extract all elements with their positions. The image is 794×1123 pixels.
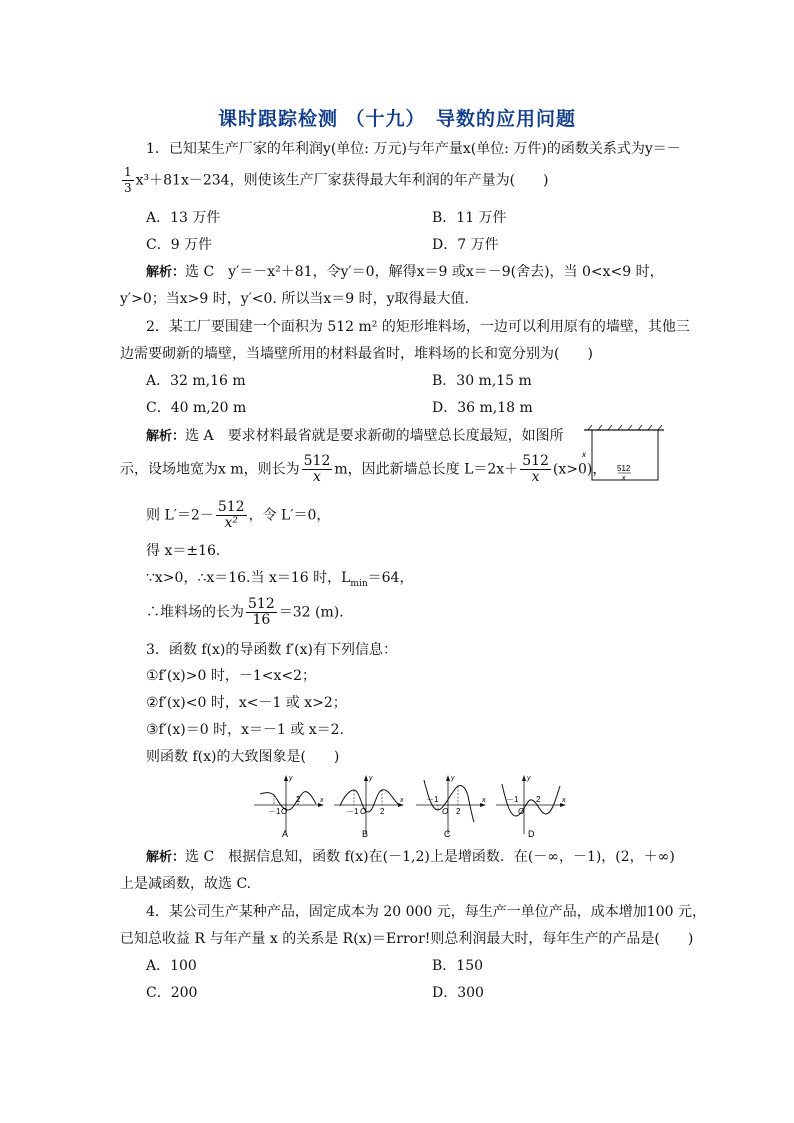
q1-option-d: D．7 万件: [432, 237, 499, 253]
q1-option-a: A．13 万件: [146, 210, 221, 226]
q3-solution-line1: [146, 848, 675, 867]
q3-ask: 则函数 f(x)的大致图象是( ): [146, 749, 340, 765]
q2-solution-line3: [146, 500, 330, 531]
q1-stem-rest: x³＋81x－234，则使该生产厂家获得最大年利润的年产量为( ): [135, 172, 549, 189]
graph-b-label: B: [362, 829, 369, 839]
q2-solution-text6b: ＝32 (m).: [278, 604, 344, 621]
page-title: 课时跟踪检测 （十九） 导数的应用问题: [217, 108, 577, 130]
q2-solution-text5-end: ＝64，: [367, 570, 414, 586]
figure-area-label: 512: [617, 464, 631, 473]
q4-option-b: B．150: [432, 958, 484, 974]
q2-solution-text6a: ∴堆料场的长为: [146, 604, 244, 621]
q2-solution-line2: [120, 454, 606, 485]
graph-a-label: A: [282, 829, 289, 839]
q1-solution-label: 解析：: [146, 265, 186, 280]
graph-c-y-label: y: [451, 775, 455, 782]
q2-frac2-den: x: [531, 469, 540, 485]
graph-c-tick-2: 2: [456, 807, 461, 816]
q3-solution-text1: 选 C 根据信息知，函数 f(x)在(－1,2)上是增函数．在(－∞，－1)，(2，＋∞): [185, 849, 675, 865]
graph-a-x-label: x: [320, 797, 324, 804]
graph-b-tick-neg1: －1: [346, 807, 359, 816]
graph-a-tick-neg1: －1: [268, 807, 281, 816]
q2-frac3-num: 512: [217, 499, 245, 515]
graph-a-y-label: y: [289, 775, 293, 782]
q2-solution-text5: ∵x>0，∴x＝16.当 x＝16 时，L: [146, 570, 351, 586]
q1-option-c: C．9 万件: [146, 237, 213, 253]
graph-d-origin: O: [518, 807, 525, 816]
q2-solution-sub: min: [350, 578, 368, 589]
q2-solution-line5: [146, 569, 413, 593]
graph-b-y-label: y: [369, 775, 373, 782]
q4-option-c: C．200: [146, 985, 198, 1001]
q1-solution-text1: 选 C y′＝－x²＋81，令y′＝0，解得x＝9 或x＝－9(舍去)，当 0<x<9 时，: [185, 264, 664, 280]
q2-solution-text2a: 示，设场地宽为x m，则长为: [120, 461, 300, 478]
graph-a-origin: O: [281, 807, 288, 816]
q2-frac1-num: 512: [303, 453, 331, 469]
graph-b-origin: O: [360, 807, 367, 816]
q2-frac1-den: x: [313, 469, 321, 485]
figure-side-label: x: [582, 450, 586, 459]
q3-info-2: ②f′(x)<0 时，x<－1 或 x>2；: [146, 695, 347, 711]
graph-d: [494, 772, 568, 840]
q2-solution-text1: 选 A 要求材料最省就是要求新砌的墙壁总长度最短，如图所: [185, 428, 564, 444]
q2-solution-line6: [146, 597, 344, 628]
q4-option-a: A．100: [146, 958, 197, 974]
q2-stem-line1: 2．某工厂要围建一个面积为 512 m² 的矩形堆料场，一边可以利用原有的墙壁，其他三: [146, 319, 690, 335]
q2-frac3-den: x²: [224, 515, 238, 531]
q1-stem-line1: 1．已知某生产厂家的年利润y(单位: 万元)与年产量x(单位: 万件)的函数关系式为y＝－: [146, 141, 681, 157]
graph-c-label: C: [444, 829, 451, 839]
q3-solution-label: 解析：: [146, 850, 186, 865]
q2-solution-line1: [146, 427, 564, 446]
q2-frac2-num: 512: [522, 453, 549, 469]
q3-info-1: ①f′(x)>0 时，－1<x<2；: [146, 668, 316, 684]
q2-stem-line2: 边需要砌新的墙壁，当墙壁所用的材料最省时，堆料场的长和宽分别为( ): [120, 346, 593, 362]
q2-frac4-den: 16: [252, 612, 271, 628]
q3-solution-line2: 上是减函数，故选 C.: [120, 876, 252, 892]
graph-a-tick-2: 2: [296, 795, 301, 804]
q2-frac4-num: 512: [248, 596, 275, 612]
graph-c-x-label: x: [482, 797, 486, 804]
q2-solution-line4: 得 x＝±16.: [146, 543, 221, 559]
q1-frac-num: 1: [124, 165, 132, 179]
q2-wall-figure: [578, 424, 670, 486]
q2-option-b: B．30 m,15 m: [432, 373, 532, 389]
graph-b-x-label: x: [400, 797, 404, 804]
graph-b: [332, 772, 406, 840]
q1-stem-line2: [120, 165, 549, 196]
q2-solution-label: 解析：: [146, 429, 186, 444]
q1-solution-line2: y′>0；当x>9 时，y′<0. 所以当x＝9 时，y取得最大值.: [120, 291, 469, 307]
q1-frac-den: 3: [124, 181, 132, 195]
q2-solution-text2b: m，因此新墙总长度 L＝2x＋: [334, 461, 519, 478]
graph-a: [252, 772, 326, 840]
q2-solution-text2c: (x>0)，: [552, 461, 607, 478]
q2-solution-text3a: 则 L′＝2－: [146, 507, 214, 524]
q1-option-b: B．11 万件: [432, 210, 507, 226]
q2-option-d: D．36 m,18 m: [432, 400, 533, 416]
figure-bottom-label: x: [622, 475, 626, 482]
graph-d-y-label: y: [527, 775, 531, 782]
q3-stem: 3．函数 f(x)的导函数 f′(x)有下列信息：: [146, 642, 397, 658]
q2-option-c: C．40 m,20 m: [146, 400, 247, 416]
graph-c-tick-neg1: －1: [426, 795, 439, 804]
wall-hatching: [584, 425, 664, 430]
q4-stem-line1: 4．某公司生产某种产品，固定成本为 20 000 元，每生产一单位产品，成本增加100 元，: [146, 904, 706, 920]
q4-option-d: D．300: [432, 985, 484, 1001]
graph-c: [414, 772, 488, 840]
q2-option-a: A．32 m,16 m: [146, 373, 246, 389]
graph-c-origin: O: [442, 807, 449, 816]
graph-d-label: D: [528, 829, 535, 839]
graph-d-tick-neg1: －1: [506, 795, 519, 804]
q3-info-3: ③f′(x)＝0 时，x＝－1 或 x＝2.: [146, 722, 345, 738]
q2-solution-text3b: ，令 L′＝0，: [248, 507, 331, 524]
graph-b-tick-2: 2: [380, 807, 385, 816]
graph-d-tick-2: 2: [536, 795, 541, 804]
q4-stem-line2: 已知总收益 R 与年产量 x 的关系是 R(x)＝Error!则总利润最大时，每年生产的产品是( ): [120, 931, 694, 947]
q1-solution-line1: [146, 263, 664, 282]
graph-d-x-label: x: [562, 797, 566, 804]
